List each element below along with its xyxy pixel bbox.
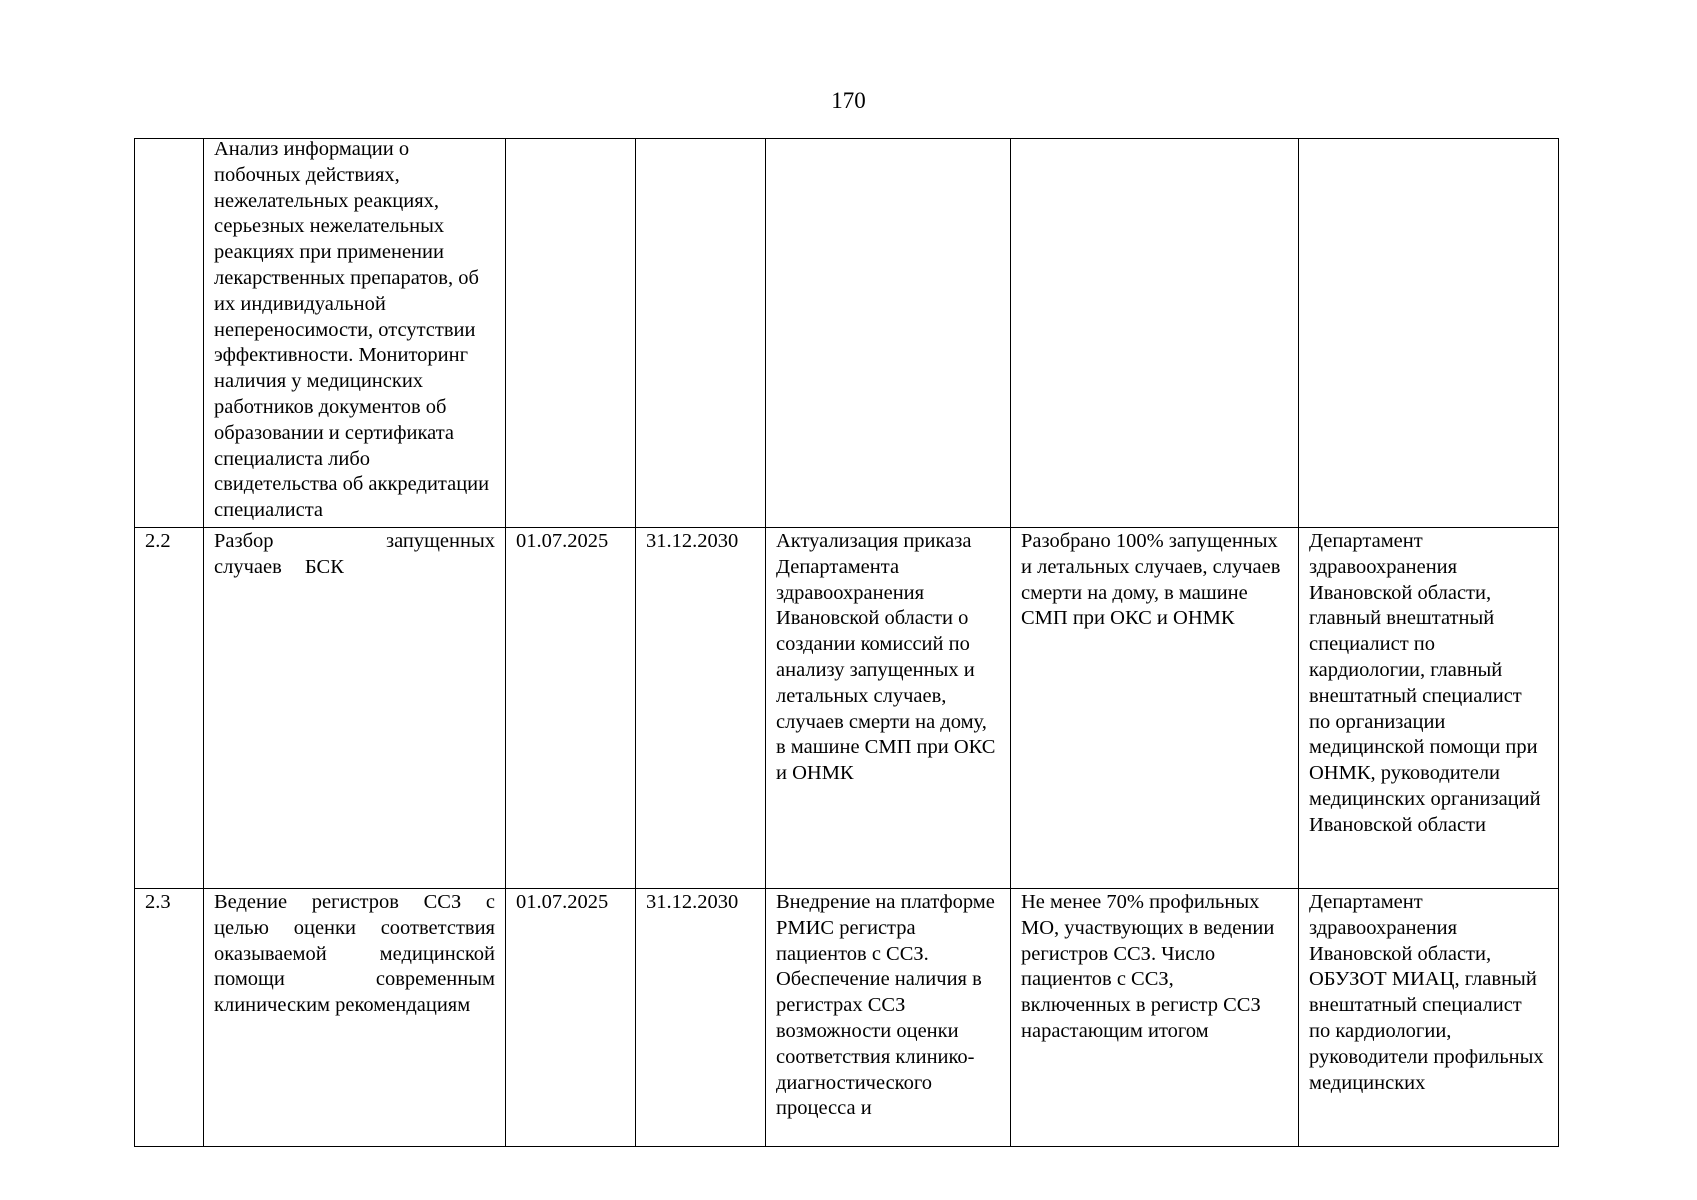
table-row — [135, 889, 1559, 1147]
cell-end-date: 31.12.2030 — [636, 889, 766, 1147]
cell-expected-result: Внедрение на платформе РМИС регистра пациентов с ССЗ. Обеспечение наличия в регистрах ССЗ возможности оценки соответствия клинико-диагностического процесса и — [766, 889, 1011, 1147]
cell-indicator: Не менее 70% профильных МО, участвующих в ведении регистров ССЗ. Число пациентов с ССЗ, включенных в регистр ССЗ нарастающим итогом — [1011, 889, 1299, 1147]
page-number: 170 — [831, 88, 866, 113]
cell-measure-name: Ведение регистров ССЗ с целью оценки соответствия оказываемой медицинской помощи современным клиническим рекомендациям — [204, 889, 506, 1147]
cell-responsible: Департамент здравоохранения Ивановской области, главный внештатный специалист по кардиологии, главный внештатный специалист по организации медицинской помощи при ОНМК, руководители медицинских организаций Ивановской области — [1299, 528, 1559, 889]
cell-responsible — [1299, 139, 1559, 528]
cell-start-date: 01.07.2025 — [506, 528, 636, 889]
cell-end-date — [636, 139, 766, 528]
cell-responsible: Департамент здравоохранения Ивановской области, ОБУЗОТ МИАЦ, главный внештатный специалист по кардиологии, руководители профильных медицинских — [1299, 889, 1559, 1147]
cell-end-date: 31.12.2030 — [636, 528, 766, 889]
cell-start-date — [506, 139, 636, 528]
cell-number: 2.2 — [135, 528, 204, 889]
cell-number: 2.3 — [135, 889, 204, 1147]
table-row — [135, 528, 1559, 889]
cell-expected-result — [766, 139, 1011, 528]
cell-expected-result: Актуализация приказа Департамента здравоохранения Ивановской области о создании комиссий по анализу запущенных и летальных случаев, случаев смерти на дому, в машине СМП при ОКС и ОНМК — [766, 528, 1011, 889]
cell-number — [135, 139, 204, 528]
cell-indicator: Разобрано 100% запущенных и летальных случаев, случаев смерти на дому, в машине СМП при ОКС и ОНМК — [1011, 528, 1299, 889]
table-row — [135, 139, 1559, 528]
cell-measure-name: Разбор запущенных случаев БСК — [204, 528, 506, 889]
cell-indicator — [1011, 139, 1299, 528]
cell-start-date: 01.07.2025 — [506, 889, 636, 1147]
cell-measure-name: Анализ информации о побочных действиях, нежелательных реакциях, серьезных нежелательных реакциях при применении лекарственных препаратов, об их индивидуальной непереносимости, отсутствии эффективности. Мониторинг наличия у медицинских работников документов об образовании и сертификата специалиста либо свидетельства об аккредитации специалиста — [204, 139, 506, 528]
measures-table — [134, 138, 1559, 1147]
